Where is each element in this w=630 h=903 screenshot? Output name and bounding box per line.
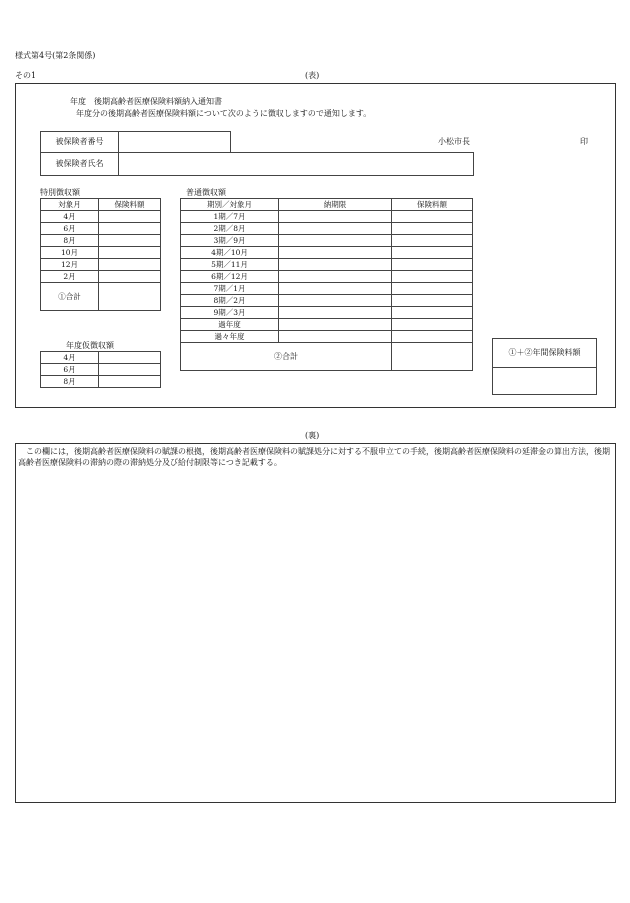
provisional-heading: 年度仮徴収額 (66, 341, 114, 350)
special-amount-cell[interactable] (99, 223, 161, 235)
regular-due-cell[interactable] (279, 319, 392, 331)
back-section (15, 443, 616, 803)
provisional-amount-cell[interactable] (99, 364, 161, 376)
regular-due-cell[interactable] (279, 307, 392, 319)
regular-amount-cell[interactable] (392, 331, 473, 343)
special-amount-cell[interactable] (99, 271, 161, 283)
regular-amount-cell[interactable] (392, 259, 473, 271)
regular-due-cell[interactable] (279, 271, 392, 283)
provisional-month: 4月 (41, 352, 99, 364)
regular-amount-cell[interactable] (392, 211, 473, 223)
insured-name-field[interactable] (119, 153, 474, 176)
regular-period: 6期／12月 (181, 271, 279, 283)
seal: 印 (580, 137, 588, 146)
regular-period: 7期／1月 (181, 283, 279, 295)
regular-period: 4期／10月 (181, 247, 279, 259)
special-amount-cell[interactable] (99, 259, 161, 271)
issuer: 小松市長 (438, 137, 470, 146)
provisional-month: 8月 (41, 376, 99, 388)
special-col-amount: 保険料額 (99, 199, 161, 211)
provisional-amount-cell[interactable] (99, 352, 161, 364)
provisional-table (40, 351, 161, 388)
special-amount-cell[interactable] (99, 247, 161, 259)
special-month: 12月 (41, 259, 99, 271)
regular-amount-cell[interactable] (392, 295, 473, 307)
regular-amount-cell[interactable] (392, 223, 473, 235)
part-label: その1 (15, 71, 37, 80)
regular-col-period: 期別／対象月 (181, 199, 279, 211)
regular-period: 2期／8月 (181, 223, 279, 235)
insured-name-label: 被保険者氏名 (41, 153, 119, 176)
regular-due-cell[interactable] (279, 259, 392, 271)
insured-number-table (40, 131, 231, 153)
provisional-amount-cell[interactable] (99, 376, 161, 388)
back-label: (裏) (305, 431, 320, 440)
special-month: 6月 (41, 223, 99, 235)
regular-amount-cell[interactable] (392, 307, 473, 319)
regular-due-cell[interactable] (279, 211, 392, 223)
regular-table (180, 198, 473, 371)
regular-col-due: 納期限 (279, 199, 392, 211)
form-number: 様式第4号(第2条関係) (15, 51, 96, 60)
regular-amount-cell[interactable] (392, 319, 473, 331)
regular-due-cell[interactable] (279, 295, 392, 307)
special-month: 2月 (41, 271, 99, 283)
special-total-cell[interactable] (99, 283, 161, 311)
regular-total-cell[interactable] (392, 343, 473, 371)
regular-period: 9期／3月 (181, 307, 279, 319)
regular-total-label: ②合計 (181, 343, 392, 371)
notice-subtitle: 年度分の後期高齢者医療保険料額について次のように徴収しますので通知します。 (76, 109, 372, 118)
regular-amount-cell[interactable] (392, 271, 473, 283)
regular-due-cell[interactable] (279, 247, 392, 259)
regular-period: 過年度 (181, 319, 279, 331)
regular-heading: 普通徴収額 (186, 188, 226, 197)
regular-due-cell[interactable] (279, 235, 392, 247)
special-total-label: ①合計 (41, 283, 99, 311)
regular-amount-cell[interactable] (392, 283, 473, 295)
provisional-month: 6月 (41, 364, 99, 376)
special-heading: 特別徴収額 (40, 188, 80, 197)
regular-amount-cell[interactable] (392, 235, 473, 247)
regular-period: 1期／7月 (181, 211, 279, 223)
regular-due-cell[interactable] (279, 223, 392, 235)
special-amount-cell[interactable] (99, 235, 161, 247)
insured-number-label: 被保険者番号 (41, 132, 119, 153)
insured-name-table (40, 152, 474, 176)
insured-number-field[interactable] (119, 132, 231, 153)
regular-amount-cell[interactable] (392, 247, 473, 259)
regular-col-amount: 保険料額 (392, 199, 473, 211)
annual-table (492, 338, 597, 395)
regular-period: 5期／11月 (181, 259, 279, 271)
notice-title: 年度 後期高齢者医療保険料額納入通知書 (70, 97, 222, 106)
special-col-month: 対象月 (41, 199, 99, 211)
special-month: 8月 (41, 235, 99, 247)
special-amount-cell[interactable] (99, 211, 161, 223)
annual-label: ①＋②年間保険料額 (493, 339, 597, 368)
regular-period: 8期／2月 (181, 295, 279, 307)
front-label: (表) (305, 71, 320, 80)
annual-amount-cell[interactable] (493, 368, 597, 395)
special-month: 10月 (41, 247, 99, 259)
special-month: 4月 (41, 211, 99, 223)
back-text: この欄には，後期高齢者医療保険料の賦課の根拠，後期高齢者医療保険料の賦課処分に対する不服申立ての手続，後期高齢者医療保険料の延滞金の算出方法，後期高齢者医療保険料の滞納の際の滞納処分及び給付制限等につき記載する。 (18, 447, 610, 467)
regular-due-cell[interactable] (279, 331, 392, 343)
regular-period: 3期／9月 (181, 235, 279, 247)
regular-due-cell[interactable] (279, 283, 392, 295)
special-table (40, 198, 161, 311)
regular-period: 過々年度 (181, 331, 279, 343)
